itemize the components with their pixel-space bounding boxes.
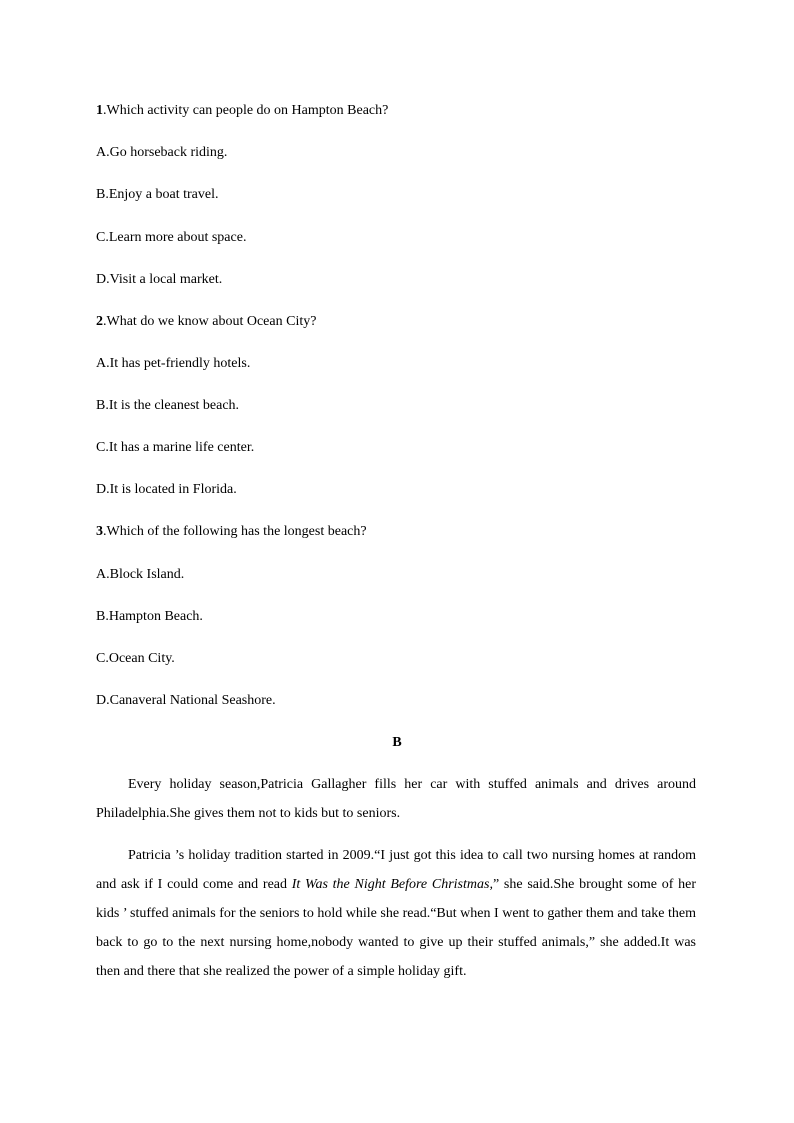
question-2-stem [96, 314, 316, 330]
paragraph-2-text-after-title: ” she said.She brought some of her kids ’ stuffed animals for the seniors to hold while she read.“But when I went to gather them and take them back to go to the next nursing home,nobody wanted to give up their stuffed animals,” she added.It was then and there that she realized the power of a simple holiday gift. [96, 877, 696, 979]
passage-paragraph-2 [96, 841, 696, 986]
question-2-option-b: B.It is the cleanest beach. [96, 398, 240, 413]
question-3-stem [96, 524, 367, 540]
question-1-number: 1 [96, 103, 103, 118]
question-2-option-a: A.It has pet-friendly hotels. [96, 356, 251, 371]
passage-paragraph-1: Every holiday season,Patricia Gallagher fills her car with stuffed animals and drives around Philadelphia.She gives them not to kids but to seniors. [96, 777, 696, 821]
question-3-option-d: D.Canaveral National Seashore. [96, 693, 276, 708]
question-3-option-a: A.Block Island. [96, 567, 185, 582]
question-2-option-d: D.It is located in Florida. [96, 482, 237, 497]
question-3-option-b: B.Hampton Beach. [96, 609, 203, 624]
question-1-option-c: C.Learn more about space. [96, 230, 247, 245]
question-1-option-a: A.Go horseback riding. [96, 145, 228, 160]
section-heading: B [392, 735, 402, 750]
question-2-option-c: C.It has a marine life center. [96, 440, 255, 455]
paragraph-2-text-before-title: Patricia ’s holiday tradition started in 2009.“I just got this idea to call two nursing homes at random and ask if I could come and read [96, 848, 696, 892]
question-1-option-b: B.Enjoy a boat travel. [96, 187, 219, 202]
question-3-text: .Which of the following has the longest beach? [103, 524, 367, 539]
question-1-stem [96, 103, 388, 119]
question-1-text: .Which activity can people do on Hampton Beach? [103, 103, 389, 118]
question-2-number: 2 [96, 314, 103, 329]
question-3-option-c: C.Ocean City. [96, 651, 175, 666]
question-1-option-d: D.Visit a local market. [96, 272, 223, 287]
question-2-text: .What do we know about Ocean City? [103, 314, 317, 329]
book-title: It Was the Night Before Christmas, [291, 877, 493, 892]
question-3-number: 3 [96, 524, 103, 539]
